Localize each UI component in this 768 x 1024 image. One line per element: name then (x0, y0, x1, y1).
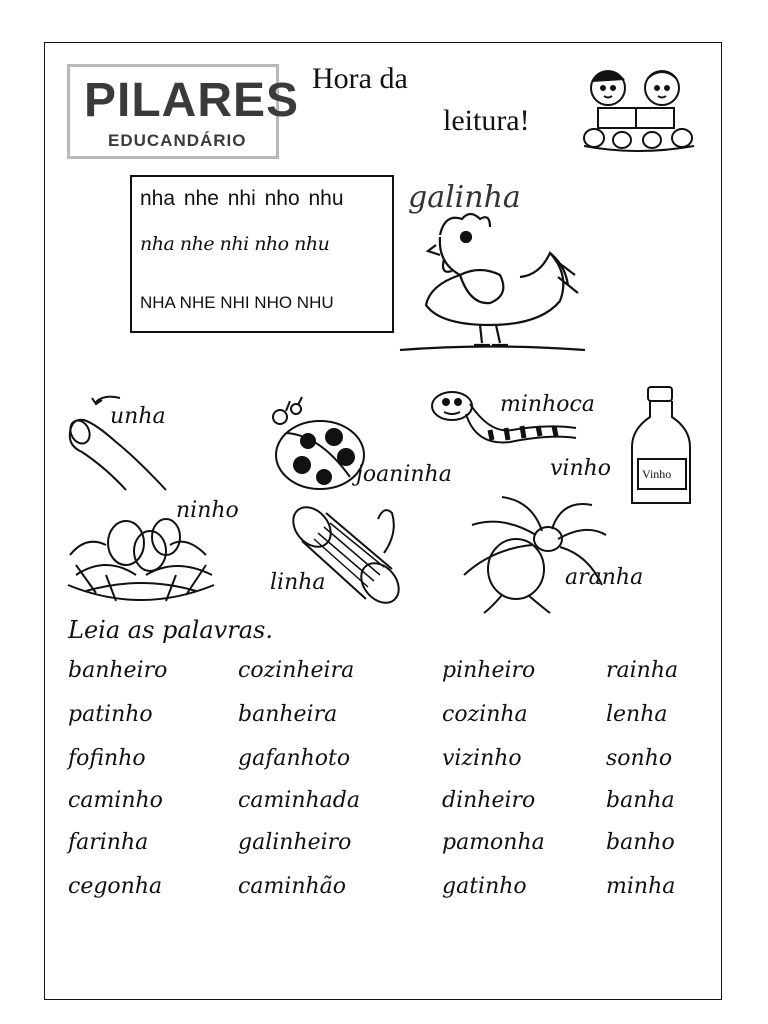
kids-reading-illustration (578, 60, 700, 152)
word-item: lenha (606, 702, 668, 727)
word-item: dinheiro (442, 788, 536, 813)
wine-bottle-illustration (628, 385, 694, 510)
word-item: cozinha (442, 702, 528, 727)
syllables-print-lower: nha nhe nhi nho nhu (140, 187, 344, 210)
word-item: minha (606, 874, 676, 899)
spider-illustration (462, 495, 607, 615)
word-item: rainha (606, 658, 679, 683)
hen-illustration (400, 205, 585, 355)
label-unha: unha (110, 404, 166, 429)
label-galinha: galinha (408, 180, 521, 215)
word-item: fofinho (68, 746, 146, 771)
pilares-logo (67, 64, 300, 159)
bottle-label-text: Vinho (642, 467, 672, 481)
label-aranha: aranha (565, 565, 644, 590)
word-item: gafanhoto (238, 746, 351, 771)
word-item: banheiro (68, 658, 168, 683)
label-linha: linha (270, 570, 326, 595)
label-vinho: vinho (550, 456, 612, 481)
page-title-line2: leitura! (443, 104, 530, 137)
instruction-text: Leia as palavras. (68, 616, 273, 644)
word-item: galinheiro (238, 830, 352, 855)
word-item: pinheiro (442, 658, 536, 683)
word-item: banho (606, 830, 675, 855)
word-item: farinha (68, 830, 149, 855)
label-ninho: ninho (176, 498, 239, 523)
word-item: cozinheira (238, 658, 355, 683)
word-item: caminhão (238, 874, 347, 899)
word-item: banha (606, 788, 675, 813)
word-item: patinho (68, 702, 153, 727)
syllables-upper: NHA NHE NHI NHO NHU (140, 293, 334, 312)
label-minhoca: minhoca (500, 392, 595, 417)
word-item: banheira (238, 702, 338, 727)
word-item: sonho (606, 746, 673, 771)
word-item: vizinho (442, 746, 522, 771)
word-item: gatinho (442, 874, 527, 899)
syllables-cursive: nha nhe nhi nho nhu (140, 233, 330, 255)
label-joaninha: joaninha (356, 462, 452, 487)
page-title-line1: Hora da (312, 62, 408, 95)
syllable-box (130, 175, 394, 333)
logo-brand: PILARES (84, 74, 300, 127)
logo-subtitle: EDUCANDÁRIO (108, 131, 247, 150)
word-item: caminho (68, 788, 163, 813)
word-item: cegonha (68, 874, 163, 899)
word-item: caminhada (238, 788, 360, 813)
word-item: pamonha (442, 830, 545, 855)
